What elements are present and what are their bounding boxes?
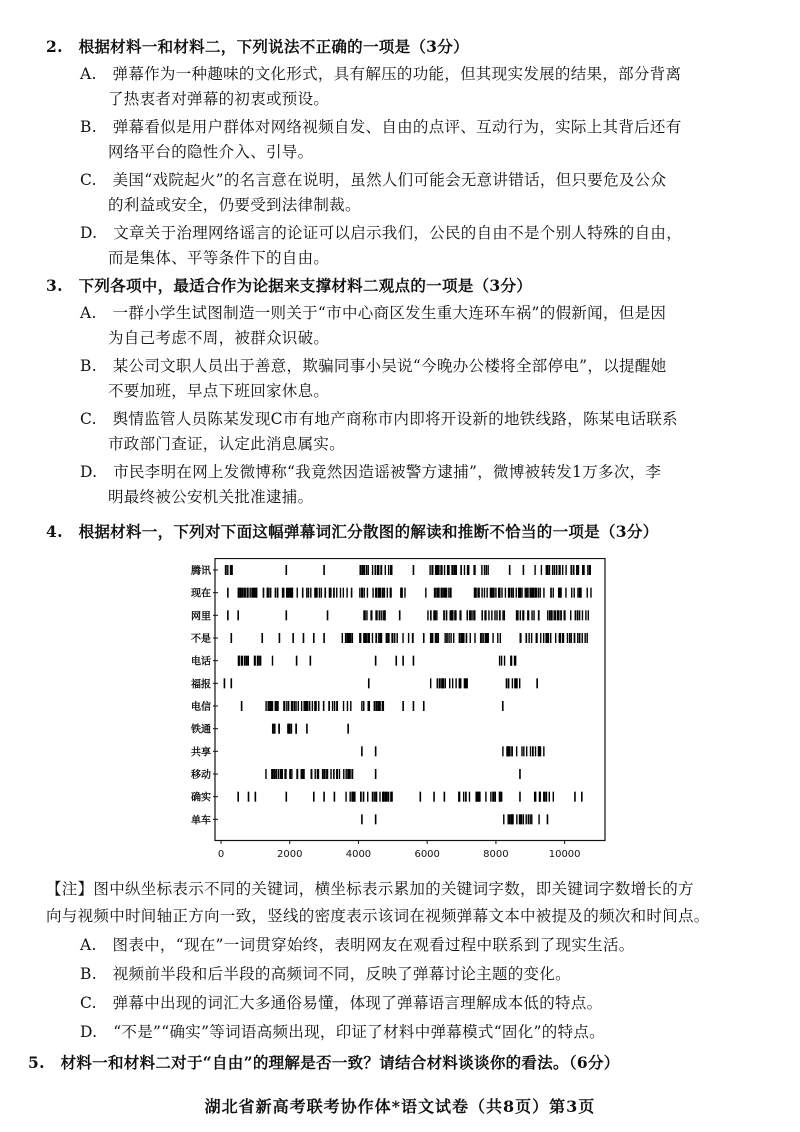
q4-option-d: D. “不是”“确实”等词语高频出现，印证了材料中弹幕模式“固化”的特点。 [80, 1023, 605, 1041]
y-category-label: 网里 [191, 611, 211, 623]
x-tick-label: 8000 [483, 849, 509, 860]
y-category-label: 移动 [191, 770, 211, 781]
q3-option-b-line2: 不要加班，早点下班回家休息。 [108, 382, 330, 400]
q4-note-line2: 向与视频中时间轴正方向一致，竖线的密度表示该词在视频弹幕文本中被提及的频次和时间点。 [46, 907, 710, 925]
q4-option-c: C. 弹幕中出现的词汇大多通俗易懂，体现了弹幕语言理解成本低的特点。 [80, 994, 603, 1012]
page-footer: 湖北省新高考联考协作体*语文试卷（共8页）第3页 [204, 1097, 596, 1116]
x-tick-label: 4000 [345, 849, 372, 860]
y-category-label: 电话 [191, 656, 211, 668]
q3-option-d-line1: D. 市民李明在网上发微博称“我竟然因造谣被警方逮捕”，微博被转发1万多次，李 [80, 463, 662, 481]
q3-option-d-line2: 明最终被公安机关批准逮捕。 [108, 488, 314, 506]
y-category-label: 不是 [191, 634, 211, 645]
y-category-label: 单车 [191, 815, 211, 827]
q3-stem: 3. 下列各项中，最适合作为论据来支撑材料二观点的一项是（3分） [46, 276, 533, 295]
q5-stem: 5. 材料一和材料二对于“自由”的理解是否一致？请结合材料谈谈你的看法。（6分） [28, 1053, 620, 1072]
x-tick-label: 0 [217, 849, 225, 860]
dispersion-plot [175, 558, 615, 868]
x-tick-label: 10000 [548, 849, 581, 860]
q3-option-b-line1: B. 某公司文职人员出于善意，欺骗同事小吴说“今晚办公楼将全部停电”，以提醒她 [80, 357, 667, 375]
q4-option-b: B. 视频前半段和后半段的高频词不同，反映了弹幕讨论主题的变化。 [80, 965, 571, 983]
q2-option-b-line2: 网络平台的隐性介入、引导。 [108, 143, 314, 161]
x-tick-label: 2000 [277, 849, 303, 860]
q4-stem: 4. 根据材料一，下列对下面这幅弹幕词汇分散图的解读和推断不恰当的一项是（3分） [46, 522, 659, 541]
y-category-label: 现在 [191, 588, 211, 600]
q2-option-a-line1: A. 弹幕作为一种趣味的文化形式，具有解压的功能，但其现实发展的结果，部分背离 [80, 65, 682, 83]
q3-option-c-line1: C. 舆情监管人员陈某发现C市有地产商称市内即将开设新的地铁线路，陈某电话联系 [80, 410, 678, 428]
q2-option-c-line1: C. 美国“戏院起火”的名言意在说明，虽然人们可能会无意讲错话，但只要危及公众 [80, 171, 667, 189]
y-category-label: 电信 [191, 702, 211, 713]
x-tick-label: 6000 [414, 849, 440, 860]
q2-option-c-line2: 的利益或安全，仍要受到法律制裁。 [108, 196, 361, 214]
q4-option-a: A. 图表中，“现在”一词贯穿始终，表明网友在观看过程中联系到了现实生活。 [80, 936, 635, 954]
q2-option-a-line2: 了热衷者对弹幕的初衷或预设。 [108, 90, 330, 108]
q4-note-line1: 【注】图中纵坐标表示不同的关键词，横坐标表示累加的关键词字数，即关键词字数增长的方 [46, 880, 694, 898]
y-category-label: 共享 [191, 747, 211, 759]
q3-option-a-line2: 为自己考虑不周，被群众识破。 [108, 329, 330, 347]
q3-option-a-line1: A. 一群小学生试图制造一则关于“市中心商区发生重大连环车祸”的假新闻，但是因 [80, 304, 667, 322]
q2-stem: 2. 根据材料一和材料二，下列说法不正确的一项是（3分） [46, 37, 469, 56]
q2-option-b-line1: B. 弹幕看似是用户群体对网络视频自发、自由的点评、互动行为，实际上其背后还有 [80, 118, 682, 136]
y-category-label: 腾讯 [191, 566, 211, 577]
dispersion-plot-svg [175, 558, 615, 868]
q3-option-c-line2: 市政部门查证，认定此消息属实。 [108, 435, 346, 453]
q2-option-d-line2: 而是集体、平等条件下的自由。 [108, 249, 330, 267]
y-category-label: 确实 [191, 792, 211, 804]
y-category-label: 铁通 [191, 724, 211, 736]
q2-option-d-line1: D. 文章关于治理网络谣言的论证可以启示我们，公民的自由不是个别人特殊的自由， [80, 224, 683, 242]
y-category-label: 福报 [191, 679, 211, 691]
